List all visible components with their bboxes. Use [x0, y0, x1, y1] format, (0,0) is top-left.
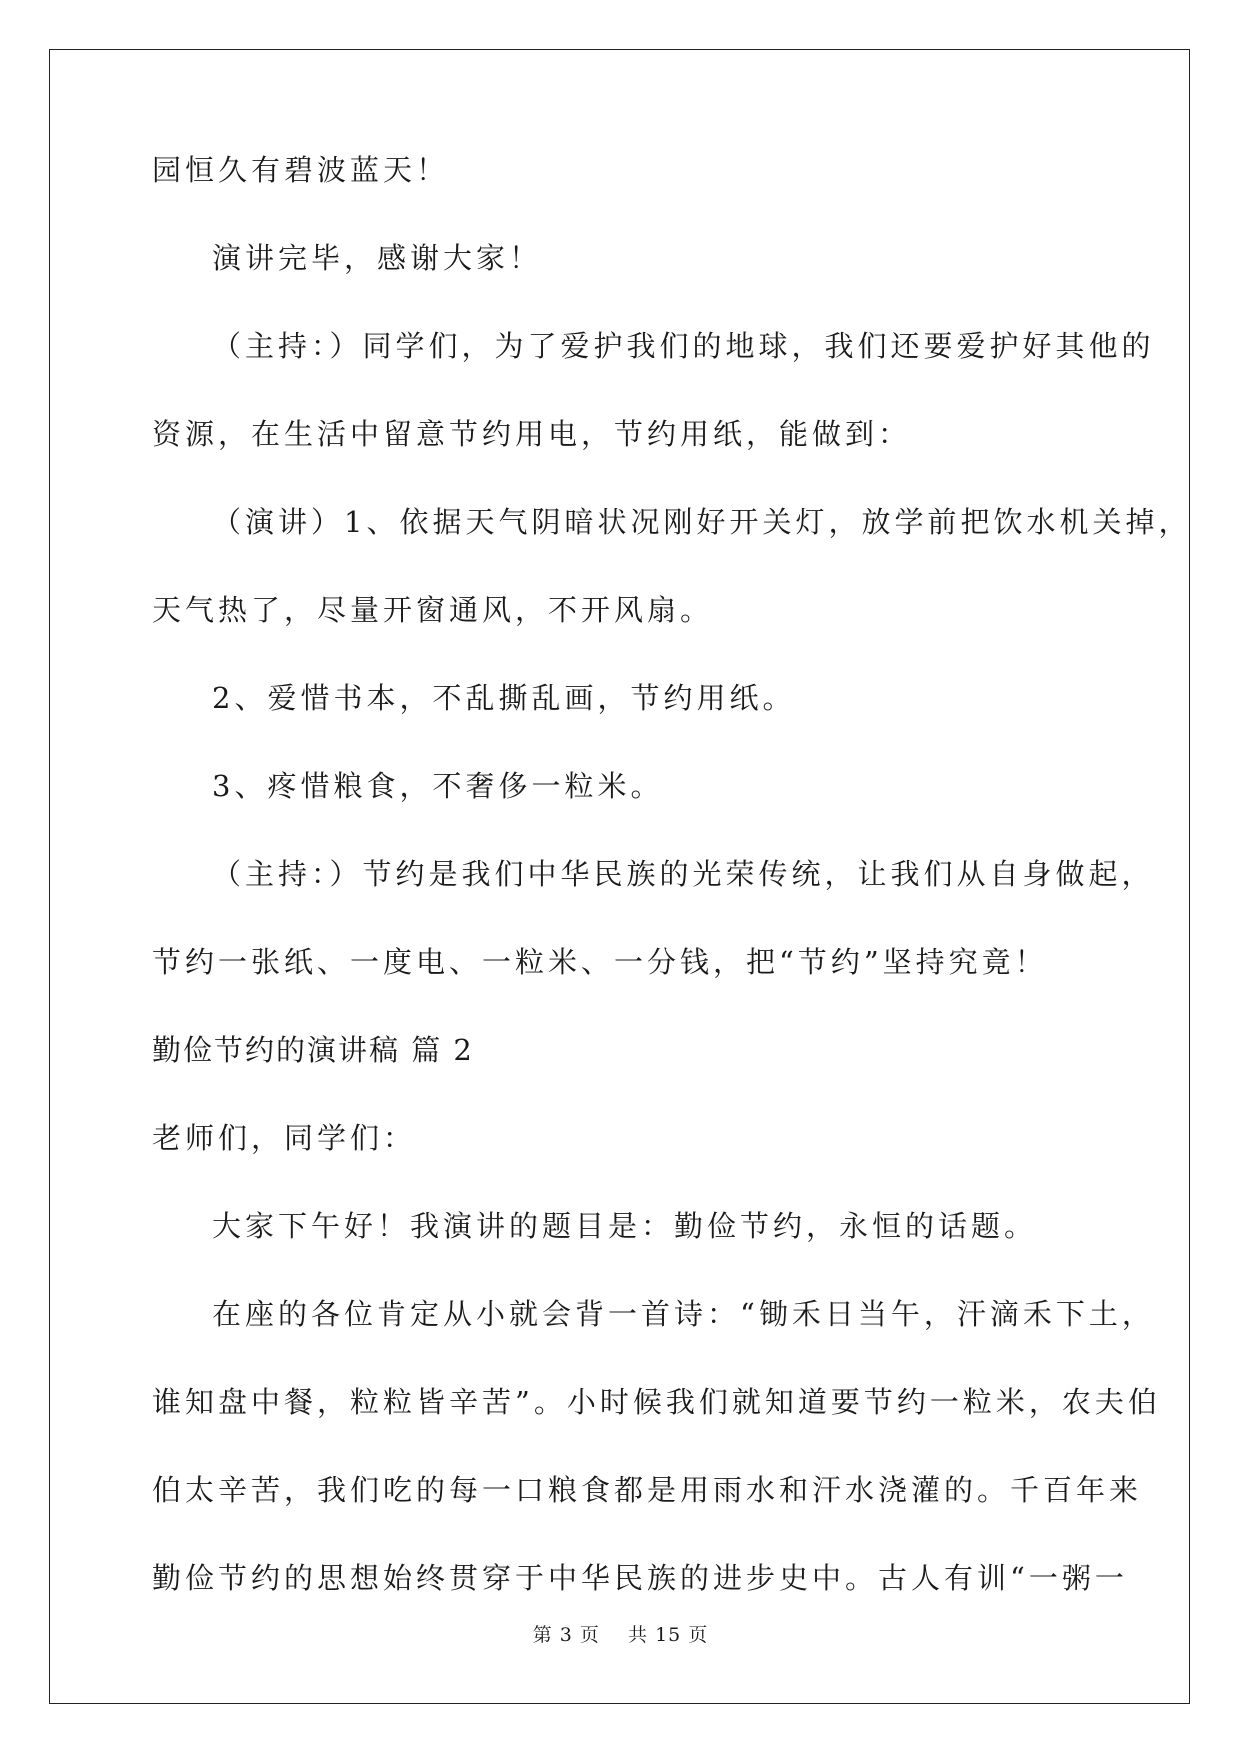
text-line: （主持：）节约是我们中华民族的光荣传统，让我们从自身做起， [212, 857, 1155, 891]
text-line: 节约一张纸、一度电、一粒米、一分钱，把“节约”坚持究竟！ [152, 945, 1048, 979]
page-number: 第 3 页 共 15 页 [532, 1624, 709, 1646]
salutation: 老师们，同学们： [152, 1121, 417, 1155]
text-line: 勤俭节约的思想始终贯穿于中华民族的进步史中。古人有训“一粥一 [152, 1561, 1128, 1595]
text-line: 2、爱惜书本，不乱撕乱画，节约用纸。 [212, 681, 796, 715]
text-line: 演讲完毕，感谢大家！ [212, 241, 543, 275]
text-line: 天气热了，尽量开窗通风，不开风扇。 [152, 593, 714, 627]
text-line: 资源，在生活中留意节约用电，节约用纸，能做到： [152, 417, 912, 451]
text-line: 伯太辛苦，我们吃的每一口粮食都是用雨水和汗水浇灌的。千百年来 [152, 1473, 1143, 1507]
text-line: 3、疼惜粮食，不奢侈一粒米。 [212, 769, 664, 803]
section-heading: 勤俭节约的演讲稿 篇 2 [152, 1033, 474, 1067]
text-line: （演讲）1、依据天气阴暗状况刚好开关灯，放学前把饮水机关掉， [212, 505, 1192, 539]
text-line: 在座的各位肯定从小就会背一首诗：“锄禾日当午，汗滴禾下土， [212, 1297, 1155, 1331]
text-line: 谁知盘中餐，粒粒皆辛苦”。小时候我们就知道要节约一粒米，农夫伯 [152, 1385, 1161, 1419]
text-line: 大家下午好！我演讲的题目是：勤俭节约，永恒的话题。 [212, 1209, 1038, 1243]
text-line: （主持：）同学们，为了爱护我们的地球，我们还要爱护好其他的 [212, 329, 1155, 363]
text-line: 园恒久有碧波蓝天！ [152, 153, 450, 187]
